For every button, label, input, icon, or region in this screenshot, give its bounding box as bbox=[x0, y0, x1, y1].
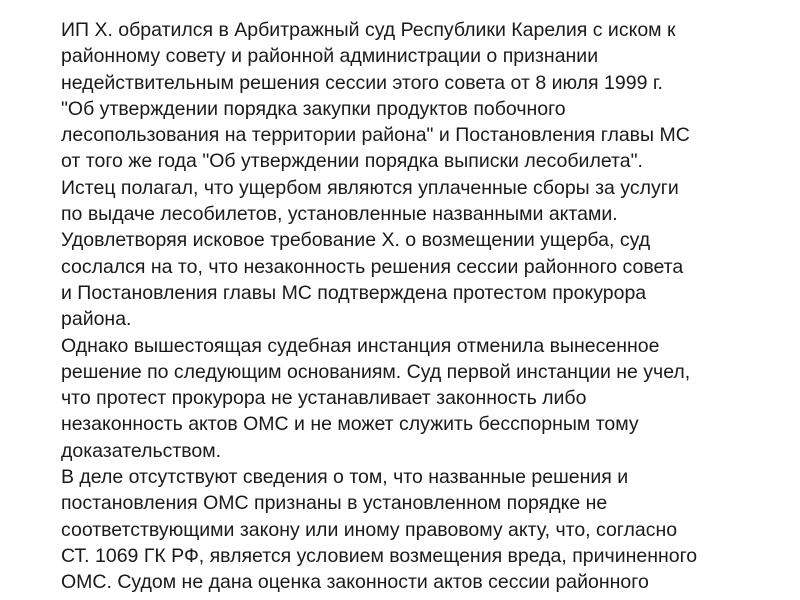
text-line: от того же года "Об утверждении порядка выписки лесобилета". bbox=[61, 150, 643, 173]
text-line: Удовлетворяя исковое требование Х. о возмещении ущерба, суд bbox=[61, 229, 651, 252]
text-line: лесопользования на территории района" и Постановления главы МС bbox=[61, 124, 690, 147]
text-line: В деле отсутствуют сведения о том, что названные решения и bbox=[61, 466, 629, 489]
text-line: Однако вышестоящая судебная инстанция отменила вынесенное bbox=[61, 334, 660, 357]
text-line: и Постановления главы МС подтверждена протестом прокурора bbox=[61, 281, 647, 304]
text-line: что протест прокурора не устанавливает законность либо bbox=[61, 387, 587, 410]
text-line: ИП Х. обратился в Арбитражный суд Республики Карелия с иском к bbox=[61, 19, 676, 41]
text-line: доказательством. bbox=[61, 439, 222, 462]
text-line: соответствующими закону или иному правовому акту, что, согласно bbox=[61, 518, 678, 541]
text-line: СТ. 1069 ГК РФ, является условием возмещения вреда, причиненного bbox=[61, 544, 698, 567]
text-line: постановления ОМС признаны в установленном порядке не bbox=[61, 492, 608, 515]
text-line: по выдаче лесобилетов, установленные названными актами. bbox=[61, 203, 618, 226]
text-line: недействительным решения сессии этого совета от 8 июля 1999 г. bbox=[61, 71, 663, 94]
text-line: решение по следующим основаниям. Суд первой инстанции не учел, bbox=[61, 360, 691, 383]
text-line: ОМС. Судом не дана оценка законности актов сессии районного bbox=[61, 571, 649, 594]
text-line: Истец полагал, что ущербом являются уплаченные сборы за услуги bbox=[61, 176, 679, 199]
text-line: района. bbox=[61, 308, 132, 331]
text-line: незаконность актов ОМС и не может служить бесспорным тому bbox=[61, 413, 639, 436]
text-line: сослался на то, что незаконность решения сессии районного совета bbox=[61, 255, 684, 278]
body-text bbox=[61, 17, 781, 596]
text-line: районному совету и районной администрации о признании bbox=[61, 45, 599, 68]
text-line: "Об утверждении порядка закупки продуктов побочного bbox=[61, 97, 566, 120]
